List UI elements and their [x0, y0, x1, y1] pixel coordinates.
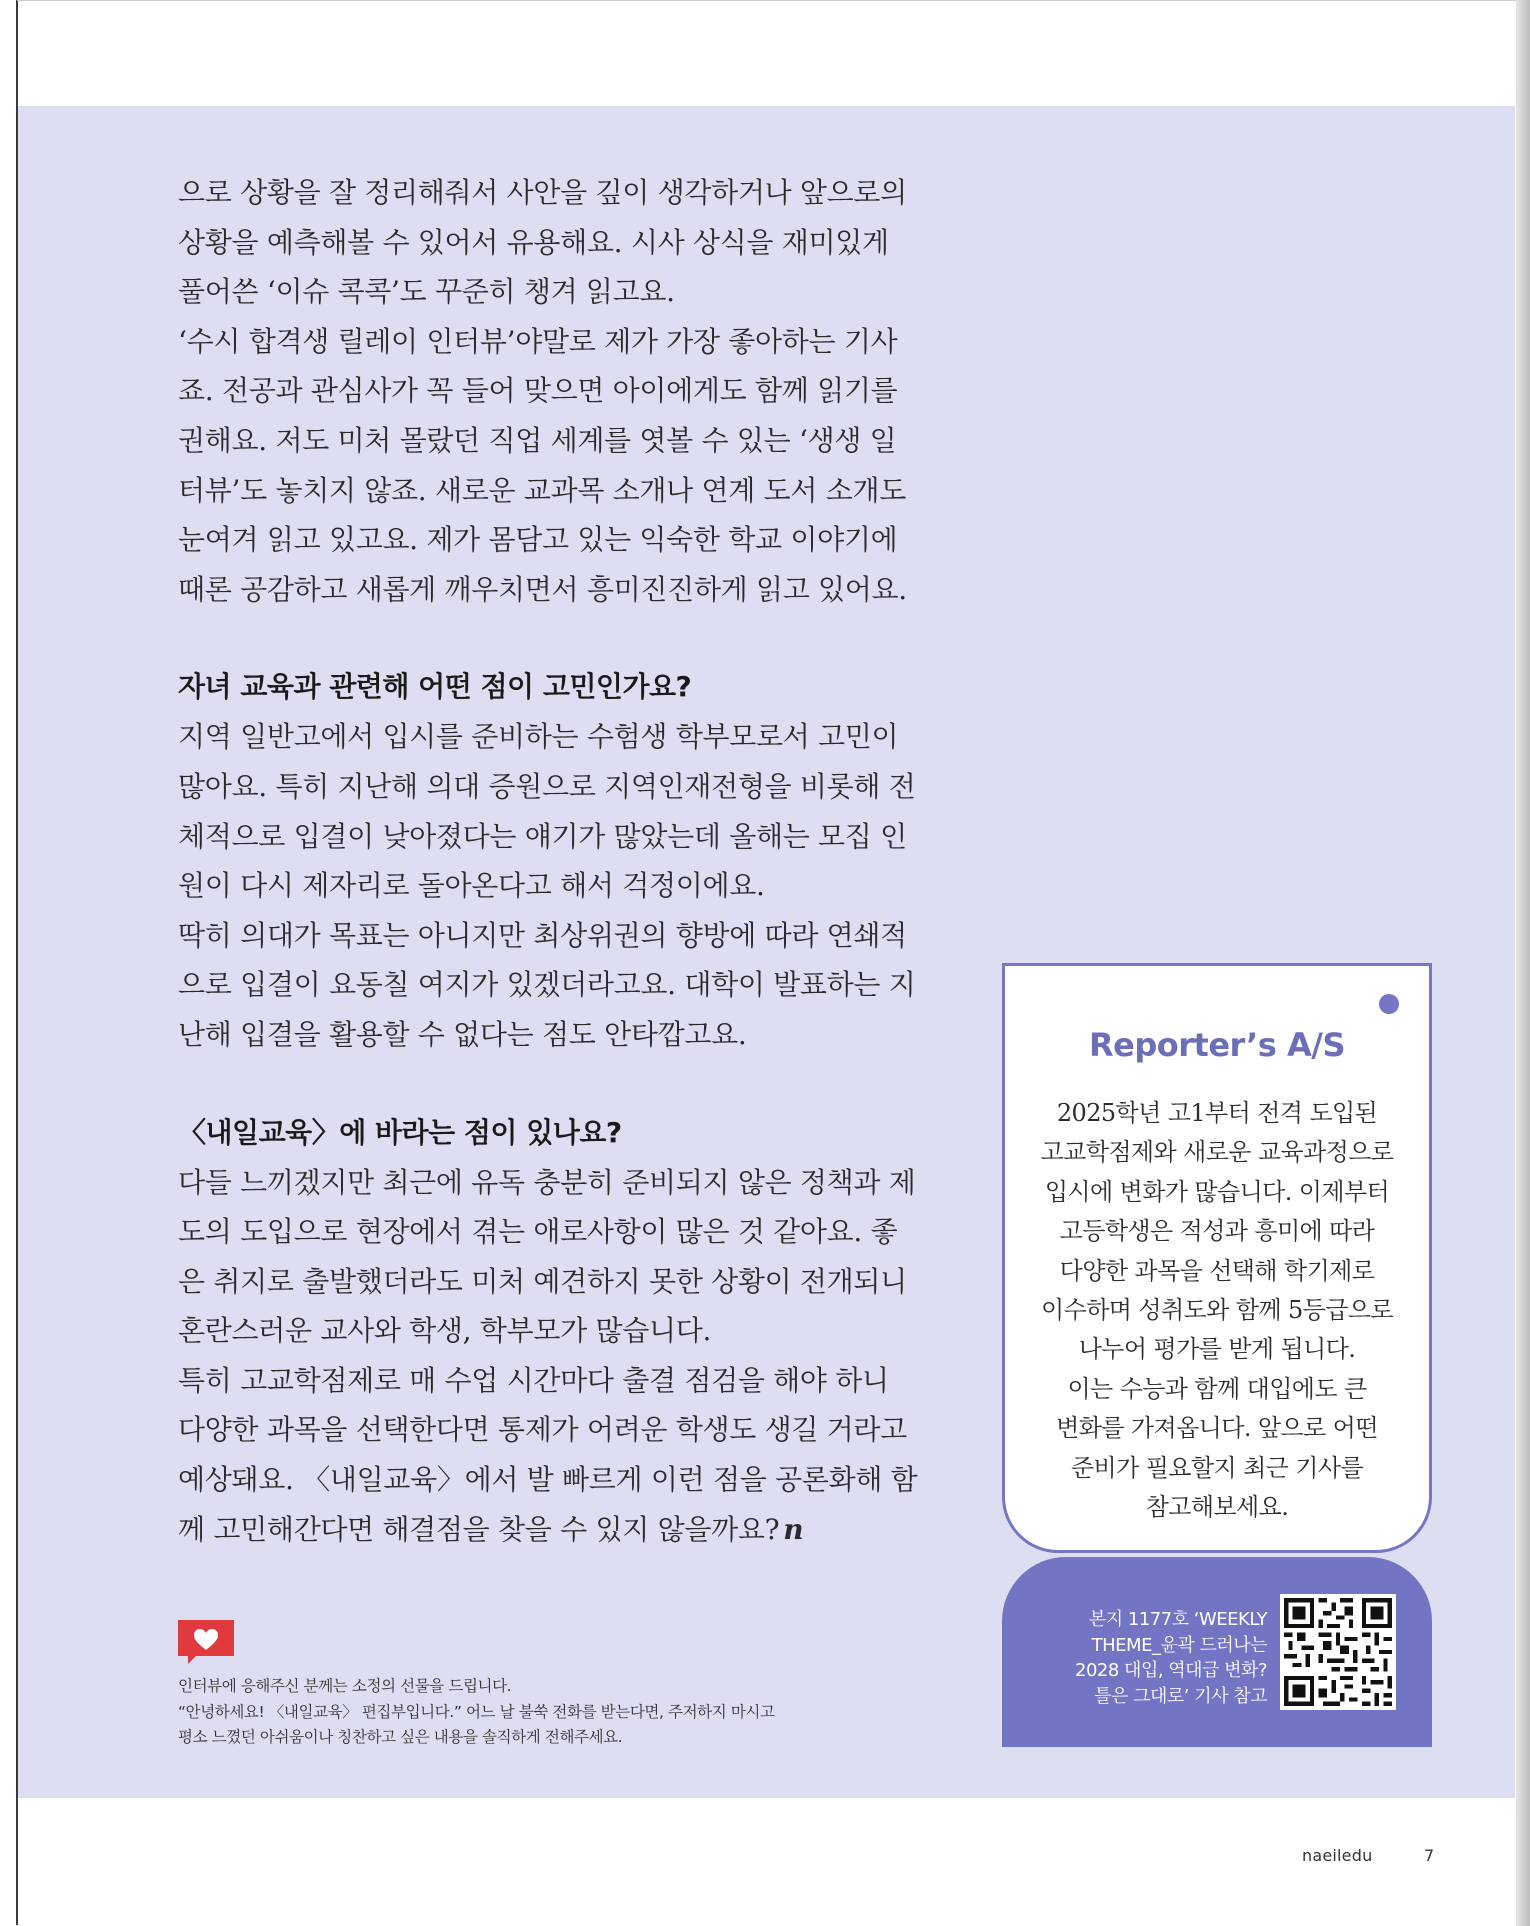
reporter-line: 변화를 가져옵니다. 앞으로 어떤 — [1056, 1414, 1378, 1443]
reporter-line: 2025학년 고1부터 전격 도입된 — [1056, 1099, 1378, 1127]
article-paragraph: 지역 일반고에서 입시를 준비하는 수험생 학부모로서 고민이 많아요. 특히 지난해 의대 증원으로 지역인재전형을 비롯해 전체적으로 입결이 낮아졌다는 얘기가 많았는데 올해는 모집 인원이 다시 제자리로 돌아온다고 해서 걱정이에요. — [178, 720, 916, 903]
reporter-line: 이는 수능과 함께 대입에도 큰 — [1067, 1374, 1367, 1403]
reporter-line: 입시에 변화가 많습니다. 이제부터 — [1044, 1177, 1390, 1206]
reporter-line: 참고해보세요. — [1145, 1493, 1289, 1522]
question-heading: 자녀 교육과 관련해 어떤 점이 고민인가요? — [178, 670, 692, 704]
article-paragraph: ‘수시 합격생 릴레이 인터뷰’야말로 제가 가장 좋아하는 기사죠. 전공과 관심사가 꼭 들어 맞으면 아이에게도 함께 읽기를 권해요. 저도 미처 몰랐던 직업 세계를 엿볼 수 있는 ‘생생 일터뷰’도 놓치지 않죠. 새로운 교과목 소개나 연계 도서 소개도 눈여겨 읽고 있고요. 제가 몸담고 있는 익숙한 학교 이야기에 때론 공감하고 새롭게 깨우치면서 흥미진진하게 읽고 있어요. — [178, 324, 907, 606]
article-paragraph: 딱히 의대가 목표는 아니지만 최상위권의 향방에 따라 연쇄적으로 입결이 요동칠 여지가 있겠더라고요. 대학이 발표하는 지난해 입결을 활용할 수 없다는 점도 안타깝고요. — [178, 918, 916, 1051]
end-mark-icon: n — [783, 1512, 804, 1546]
qr-code-icon[interactable] — [1280, 1594, 1396, 1710]
reference-line: THEME_윤곽 드러나는 — [1091, 1634, 1267, 1656]
notice-line: “안녕하세요! 〈내일교육〉 편집부입니다.” 어느 날 불쑥 전화를 받는다면, 주저하지 마시고 — [178, 1702, 775, 1721]
reporter-line: 고교학점제와 새로운 교육과정으로 — [1040, 1138, 1394, 1167]
interview-notice — [178, 1674, 878, 1751]
article-paragraph — [178, 1356, 918, 1554]
reporter-line: 고등학생은 적성과 흥미에 따라 — [1059, 1217, 1375, 1246]
question-heading: 〈내일교육〉에 바라는 점이 있나요? — [178, 1115, 622, 1149]
notice-line: 평소 느꼈던 아쉬움이나 칭찬하고 싶은 내용을 솔직하게 전해주세요. — [178, 1728, 623, 1746]
article-paragraph: 으로 상황을 잘 정리해줘서 사안을 깊이 생각하거나 앞으로의 상황을 예측해볼 수 있어서 유용해요. 시사 상식을 재미있게 풀어쓴 ‘이슈 콕콕’도 꾸준히 챙겨 읽고요. — [178, 176, 907, 309]
reference-line: 2028 대입, 역대급 변화? — [1075, 1660, 1267, 1681]
article-paragraph: 다들 느끼겠지만 최근에 유독 충분히 준비되지 않은 정책과 제도의 도입으로 현장에서 겪는 애로사항이 많은 것 같아요. 좋은 취지로 출발했더라도 미처 예견하지 못한 상황이 전개되니 혼란스러운 교사와 학생, 학부모가 많습니다. — [178, 1165, 916, 1348]
reference-box — [1002, 1557, 1432, 1747]
heart-speech-icon — [178, 1620, 234, 1664]
brand-name: naeiledu — [1302, 1846, 1373, 1865]
reporter-line: 준비가 필요할지 최근 기사를 — [1070, 1453, 1364, 1482]
page-edge-shadow — [1516, 0, 1530, 1926]
reference-line: 본지 1177호 ‘WEEKLY — [1088, 1609, 1267, 1630]
article-paragraph-text: 특히 고교학점제로 매 수업 시간마다 출결 점검을 해야 하니 다양한 과목을 선택한다면 통제가 어려운 학생도 생길 거라고 예상돼요. 〈내일교육〉에서 발 빠르게 이런 점을 공론화해 함께 고민해간다면 해결점을 찾을 수 있지 않을까요? — [178, 1363, 918, 1546]
reporter-box-title: Reporter’s A/S — [1089, 1026, 1345, 1064]
reporter-dot-icon — [1379, 994, 1399, 1014]
article-body — [178, 168, 918, 1554]
reporter-box-text — [1025, 1094, 1409, 1527]
reporter-line: 다양한 과목을 선택해 학기제로 — [1059, 1256, 1375, 1285]
reference-text — [1042, 1607, 1267, 1709]
reporter-line: 이수하며 성취도와 함께 5등급으로 — [1041, 1296, 1393, 1325]
reporter-line: 나누어 평가를 받게 됩니다. — [1078, 1335, 1356, 1364]
notice-line: 인터뷰에 응해주신 분께는 소정의 선물을 드립니다. — [178, 1677, 512, 1695]
page-number: 7 — [1424, 1846, 1435, 1865]
reporter-as-box — [1002, 963, 1432, 1553]
reference-line: 틀은 그대로’ 기사 참고 — [1094, 1685, 1267, 1707]
